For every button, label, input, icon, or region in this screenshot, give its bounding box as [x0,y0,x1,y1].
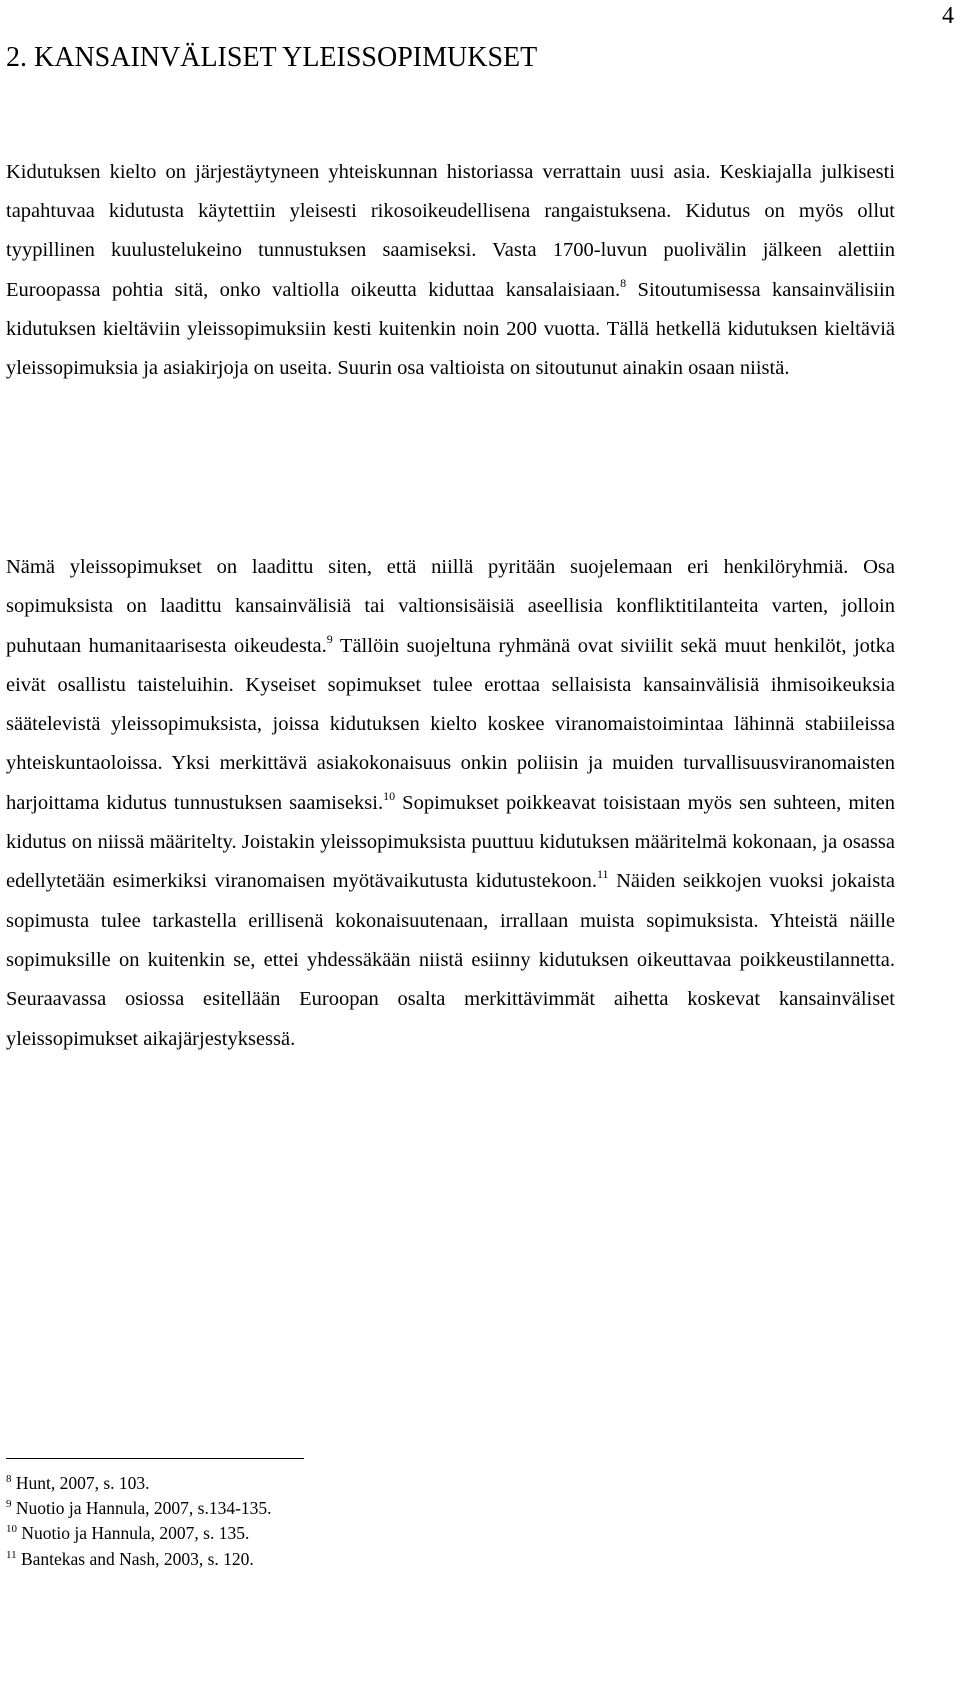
page-number: 4 [942,3,954,29]
footnote-text: Nuotio ja Hannula, 2007, s. 135. [17,1523,250,1544]
paragraph-2 [6,548,895,1059]
footnote-text: Hunt, 2007, s. 103. [11,1473,150,1493]
footnote-text: Bantekas and Nash, 2003, s. 120. [16,1548,254,1569]
footnote-text: Nuotio ja Hannula, 2007, s.134-135. [11,1498,272,1519]
footnote-number: 8 [6,1473,12,1485]
footnote-number: 9 [6,1498,12,1511]
footnote-ref-10[interactable]: 10 [383,788,396,803]
paragraph-2-text-c: Sopimukset poikkeavat toisistaan myös sen suhteen, miten kidutus on niissä määritelty. Joistakin yleissopimuksista puuttuu kidutuksen määritelmä kokonaan, ja osassa edellytetään esimerkiksi viranomaisen myötävaikutusta kidutustekoon. [6,791,895,893]
footnote [6,1521,272,1546]
paragraph-2-text-d: Näiden seikkojen vuoksi jokaista sopimusta tulee tarkastella erillisenä kokonaisuutenaan, irrallaan muista sopimuksista. Yhteistä näille sopimuksille on kuitenkin se, ettei yhdessäkään niistä esiinny kidutuksen oikeuttavaa poikkeustilannetta. Seuraavassa osiossa esitellään Euroopan osalta merkittävimmät aihetta koskevat kansainväliset yleissopimukset aikajärjestyksessä. [6,870,895,1050]
paragraph-1-text-a: Kidutuksen kielto on järjestäytyneen yhteiskunnan historiassa verrattain uusi asia. Keskiajalla julkisesti tapahtuvaa kidutusta käytettiin yleisesti rikosoikeudellisena rangaistuksena. Kidutus on myös ollut tyypillinen kuulustelukeino tunnustuksen saamiseksi. Vasta 1700-luvun puolivälin jälkeen alettiin Euroopassa pohtia sitä, onko valtiolla oikeutta kiduttaa kansalaisiaan. [6,161,895,301]
footnote-number: 10 [6,1523,17,1536]
footnotes-list [6,1471,272,1572]
footnote-separator [6,1458,304,1459]
paragraph-2-text-a: Nämä yleissopimukset on laadittu siten, että niillä pyritään suojelemaan eri henkilöryhmiä. Osa sopimuksista on laadittu kansainvälisiä tai valtionsisäisiä aseellisia konfliktitilanteita varten, jolloin puhutaan humanitaarisesta oikeudesta. [6,556,895,657]
paragraph-1-text-b: Sitoutumisessa kansainvälisiin kidutuksen kieltäviin yleissopimuksiin kesti kuitenkin noin 200 vuotta. Tällä hetkellä kidutuksen kieltäviä yleissopimuksia ja asiakirjoja on useita. Suurin osa valtioista on sitoutunut ainakin osaan niistä. [6,278,895,380]
footnote-number: 11 [6,1548,17,1561]
paragraph-1 [6,153,895,388]
footnote-ref-9[interactable]: 9 [326,631,333,646]
footnote-ref-8[interactable]: 8 [620,275,627,290]
footnote [6,1471,272,1496]
footnote [6,1547,272,1572]
footnote-ref-11[interactable]: 11 [597,867,609,882]
section-heading: 2. KANSAINVÄLISET YLEISSOPIMUKSET [6,42,538,73]
footnote [6,1496,272,1521]
paragraph-2-text-b: Tällöin suojeltuna ryhmänä ovat siviilit sekä muut henkilöt, jotka eivät osallistu taisteluihin. Kyseiset sopimukset tulee erottaa sellaisista kansainvälisiä ihmisoikeuksia säätelevistä yleissopimuksista, joissa kidutuksen kielto koskee viranomaistoimintaa lähinnä stabiileissa yhteiskuntaoloissa. Yksi merkittävä asiakokonaisuus onkin poliisin ja muiden turvallisuusviranomaisten harjoittama kidutus tunnustuksen saamiseksi. [6,634,895,814]
